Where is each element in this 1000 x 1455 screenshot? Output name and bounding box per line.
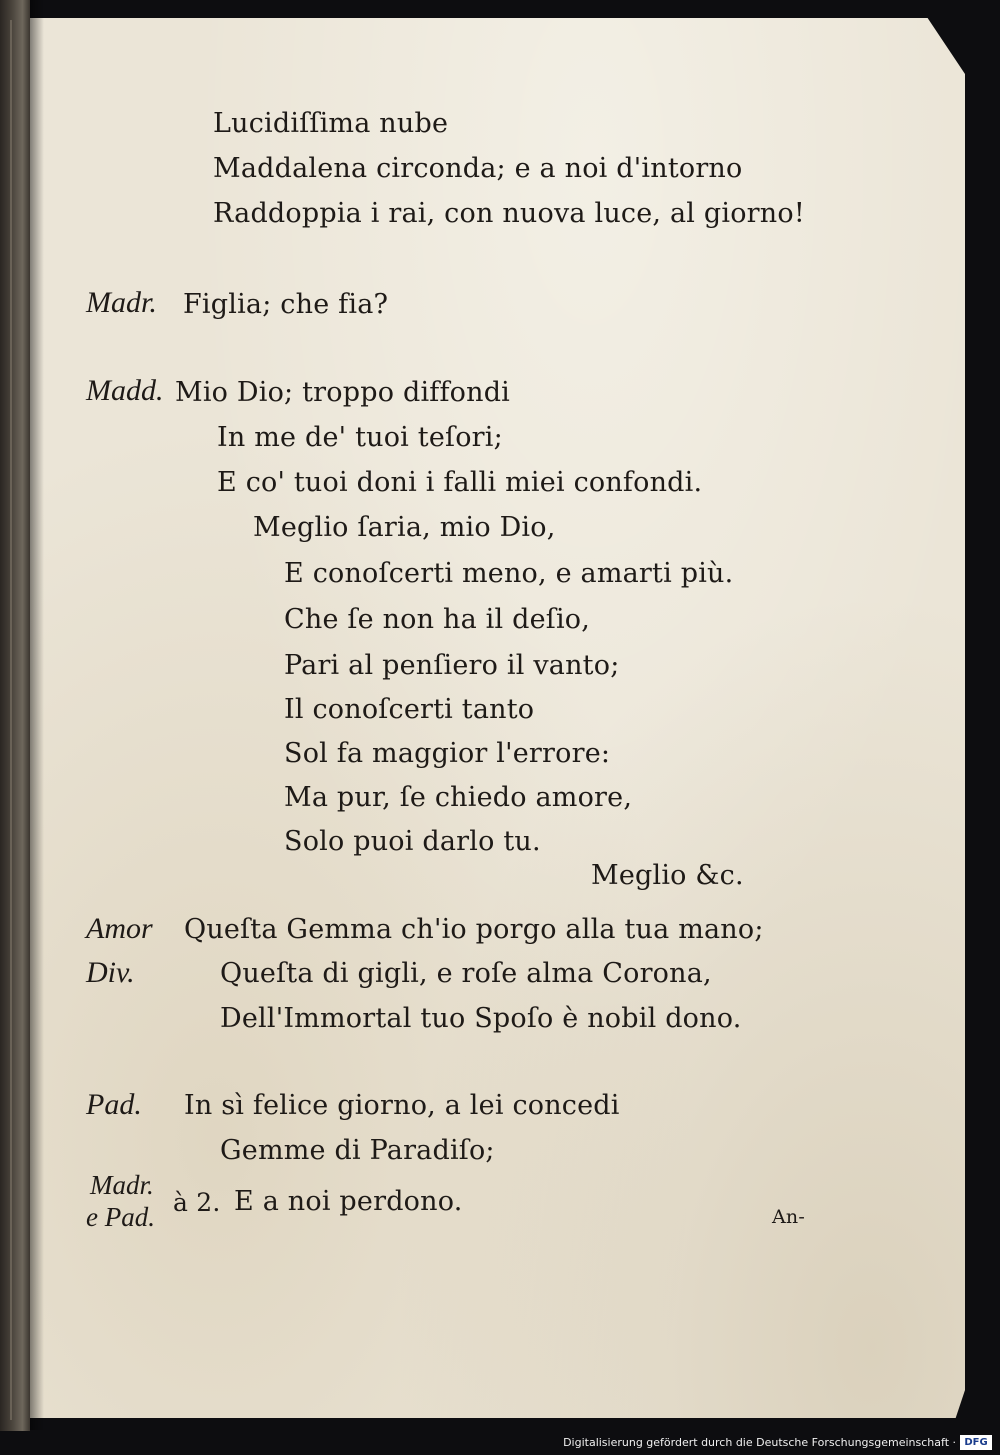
verse-line-4: Figlia; che fia? [183,289,389,320]
book-edge-line [10,20,12,1420]
verse-line-12: Il conoſcerti tanto [284,694,535,725]
verse-line-9: E conoſcerti meno, e amarti più. [284,558,734,589]
verse-line-20: In sì felice giorno, a lei concedi [184,1090,620,1121]
verse-line-6: In me de' tuoi teſori; [217,422,503,453]
verse-line-17: Queſta Gemma ch'io porgo alla tua mano; [184,914,764,945]
verse-line-11: Pari al penſiero il vanto; [284,650,620,681]
book-edge [0,0,30,1455]
verse-line-10: Che ſe non ha il deſio, [284,604,591,635]
duet-marker: à 2. [173,1188,221,1217]
verse-line-1: Lucidiſſima nube [213,108,449,139]
speaker-madr: Madr. [86,286,157,319]
verse-line-16: Meglio &c. [591,860,744,891]
speaker-e-pad: e Pad. [86,1202,155,1232]
dfg-logo-icon: DFG [960,1435,992,1450]
verse-line-15: Solo puoi darlo tu. [284,826,541,857]
verse-line-7: E co' tuoi doni i falli miei confondi. [217,467,703,498]
speaker-amor: Amor [86,912,153,945]
speaker-div: Div. [86,956,135,989]
verse-line-5: Mio Dio; troppo diffondi [175,377,511,408]
verse-line-2: Maddalena circonda; e a noi d'intorno [213,153,743,184]
verse-line-3: Raddoppia i rai, con nuova luce, al giorno! [213,198,805,229]
speaker-madr-duet: Madr. [90,1170,154,1200]
footer-credit: Digitalisierung gefördert durch die Deutsche Forschungsgemeinschaft · [563,1436,956,1449]
verse-line-13: Sol fa maggior l'errore: [284,738,611,769]
footer-bar [0,1431,1000,1455]
speaker-madd: Madd. [86,374,164,407]
verse-line-18: Queſta di gigli, e roſe alma Corona, [220,958,712,989]
verse-line-19: Dell'Immortal tuo Spoſo è nobil dono. [220,1003,742,1034]
speaker-pad: Pad. [86,1088,142,1121]
spine-shadow [30,0,44,1430]
verse-line-21: Gemme di Paradiſo; [220,1135,495,1166]
verse-line-8: Meglio ſaria, mio Dio, [253,512,556,543]
verse-line-14: Ma pur, ſe chiedo amore, [284,782,633,813]
verse-line-22: E a noi perdono. [234,1186,463,1217]
catchword: An- [772,1206,805,1228]
